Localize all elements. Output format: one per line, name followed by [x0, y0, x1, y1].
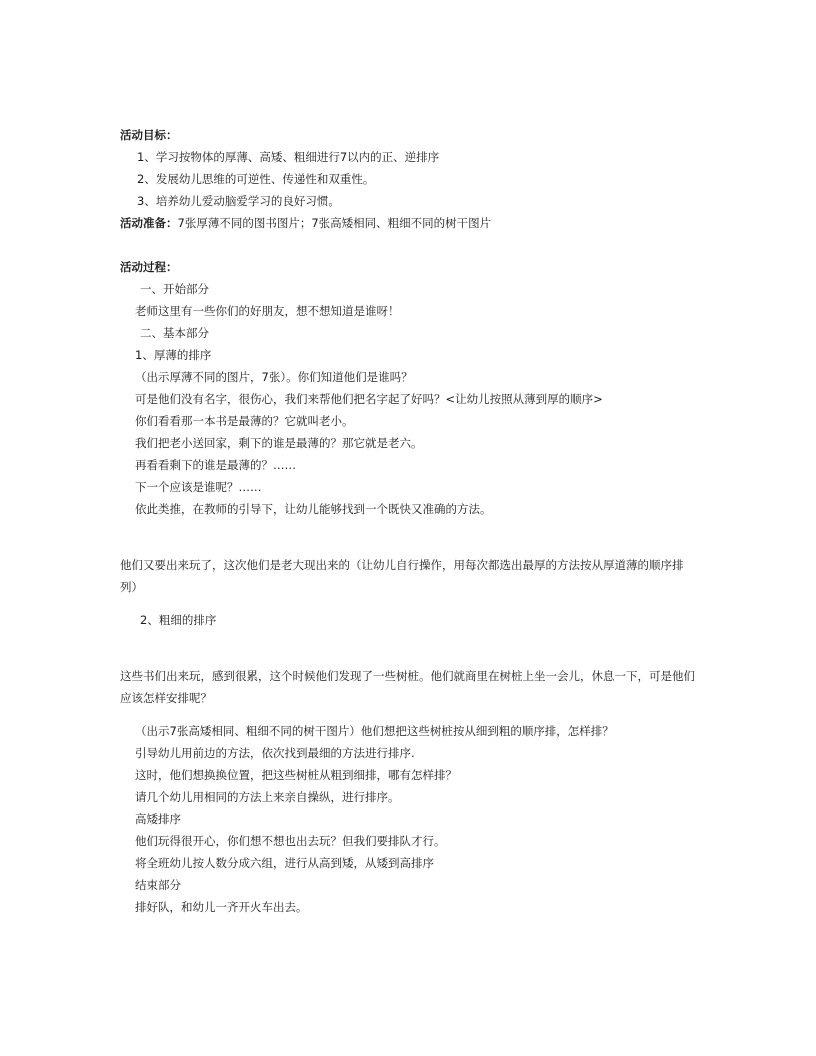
sec1-line: 依此类推，在教师的引导下，让幼儿能够找到一个既快又准确的方法。	[135, 502, 492, 516]
sec2-title: 2、粗细的排序	[140, 613, 217, 627]
sec3-line: 将全班幼儿按人数分成六组，进行从高到矮，从矮到高排序	[135, 856, 434, 870]
sec1-paragraph: 他们又要出来玩了，这次他们是老大现出来的（让幼儿自行操作，用每次都选出最厚的方法按从厚道薄的顺序排列）	[120, 557, 684, 594]
spacer	[120, 520, 700, 542]
goals-heading: 活动目标：	[120, 128, 178, 142]
sec2-line: 这时，他们想换换位置，把这些树桩从粗到细排，哪有怎样排？	[135, 768, 457, 782]
sec1-line: 下一个应该是谁呢？……	[135, 480, 262, 494]
sec1-line: （出示厚薄不同的图片，7张）。你们知道他们是谁吗？	[135, 370, 413, 384]
sec2-line: （出示7张高矮相同、粗细不同的树干图片）他们想把这些树桩按从细到粗的顺序排，怎样排？	[135, 724, 614, 738]
document-body	[120, 124, 700, 918]
sec1-title: 1、厚薄的排序	[135, 348, 212, 362]
sec1-line: 可是他们没有名字，很伤心，我们来帮他们把名字起了好吗？<让幼儿按照从薄到厚的顺序>	[135, 392, 603, 406]
spacer	[120, 234, 700, 256]
sec3-title: 高矮排序	[135, 812, 181, 826]
part1-title: 一、开始部分	[140, 282, 209, 296]
sec2-line: 请几个幼儿用相同的方法上来亲自操纵，进行排序。	[135, 790, 400, 804]
sec1-line: 你们看看那一本书是最薄的？它就叫老小。	[135, 414, 354, 428]
goal-item: 1、学习按物体的厚薄、高矮、粗细进行7以内的正、逆排序	[137, 150, 440, 164]
part2-title: 二、基本部分	[140, 326, 209, 340]
end-title: 结束部分	[135, 878, 181, 892]
sec3-line: 他们玩得很开心，你们想不想也出去玩？但我们要排队才行。	[135, 834, 446, 848]
part1-text: 老师这里有一些你们的好朋友，想不想知道是谁呀！	[135, 304, 400, 318]
goal-item: 3、培养幼儿爱动脑爱学习的良好习惯。	[137, 194, 340, 208]
prep-heading: 活动准备：	[120, 216, 178, 230]
sec2-line: 引导幼儿用前边的方法，依次找到最细的方法进行排序.	[135, 746, 415, 760]
process-heading: 活动过程：	[120, 260, 178, 274]
goal-item: 2、发展幼儿思维的可逆性、传递性和双重性。	[137, 172, 375, 186]
spacer	[120, 631, 700, 653]
prep-line	[120, 212, 700, 234]
end-text: 排好队，和幼儿一齐开火车出去。	[135, 900, 308, 914]
sec1-line: 再看看剩下的谁是最薄的？……	[135, 458, 296, 472]
prep-text: 7张厚薄不同的图书图片；7张高矮相同、粗细不同的树干图片	[177, 216, 492, 230]
sec2-paragraph: 这些书们出来玩，感到很累，这个时候他们发现了一些树桩。他们就商里在树桩上坐一会儿，休息一下，可是他们应该怎样安排呢？	[120, 668, 695, 705]
sec1-line: 我们把老小送回家，剩下的谁是最薄的？那它就是老六。	[135, 436, 423, 450]
